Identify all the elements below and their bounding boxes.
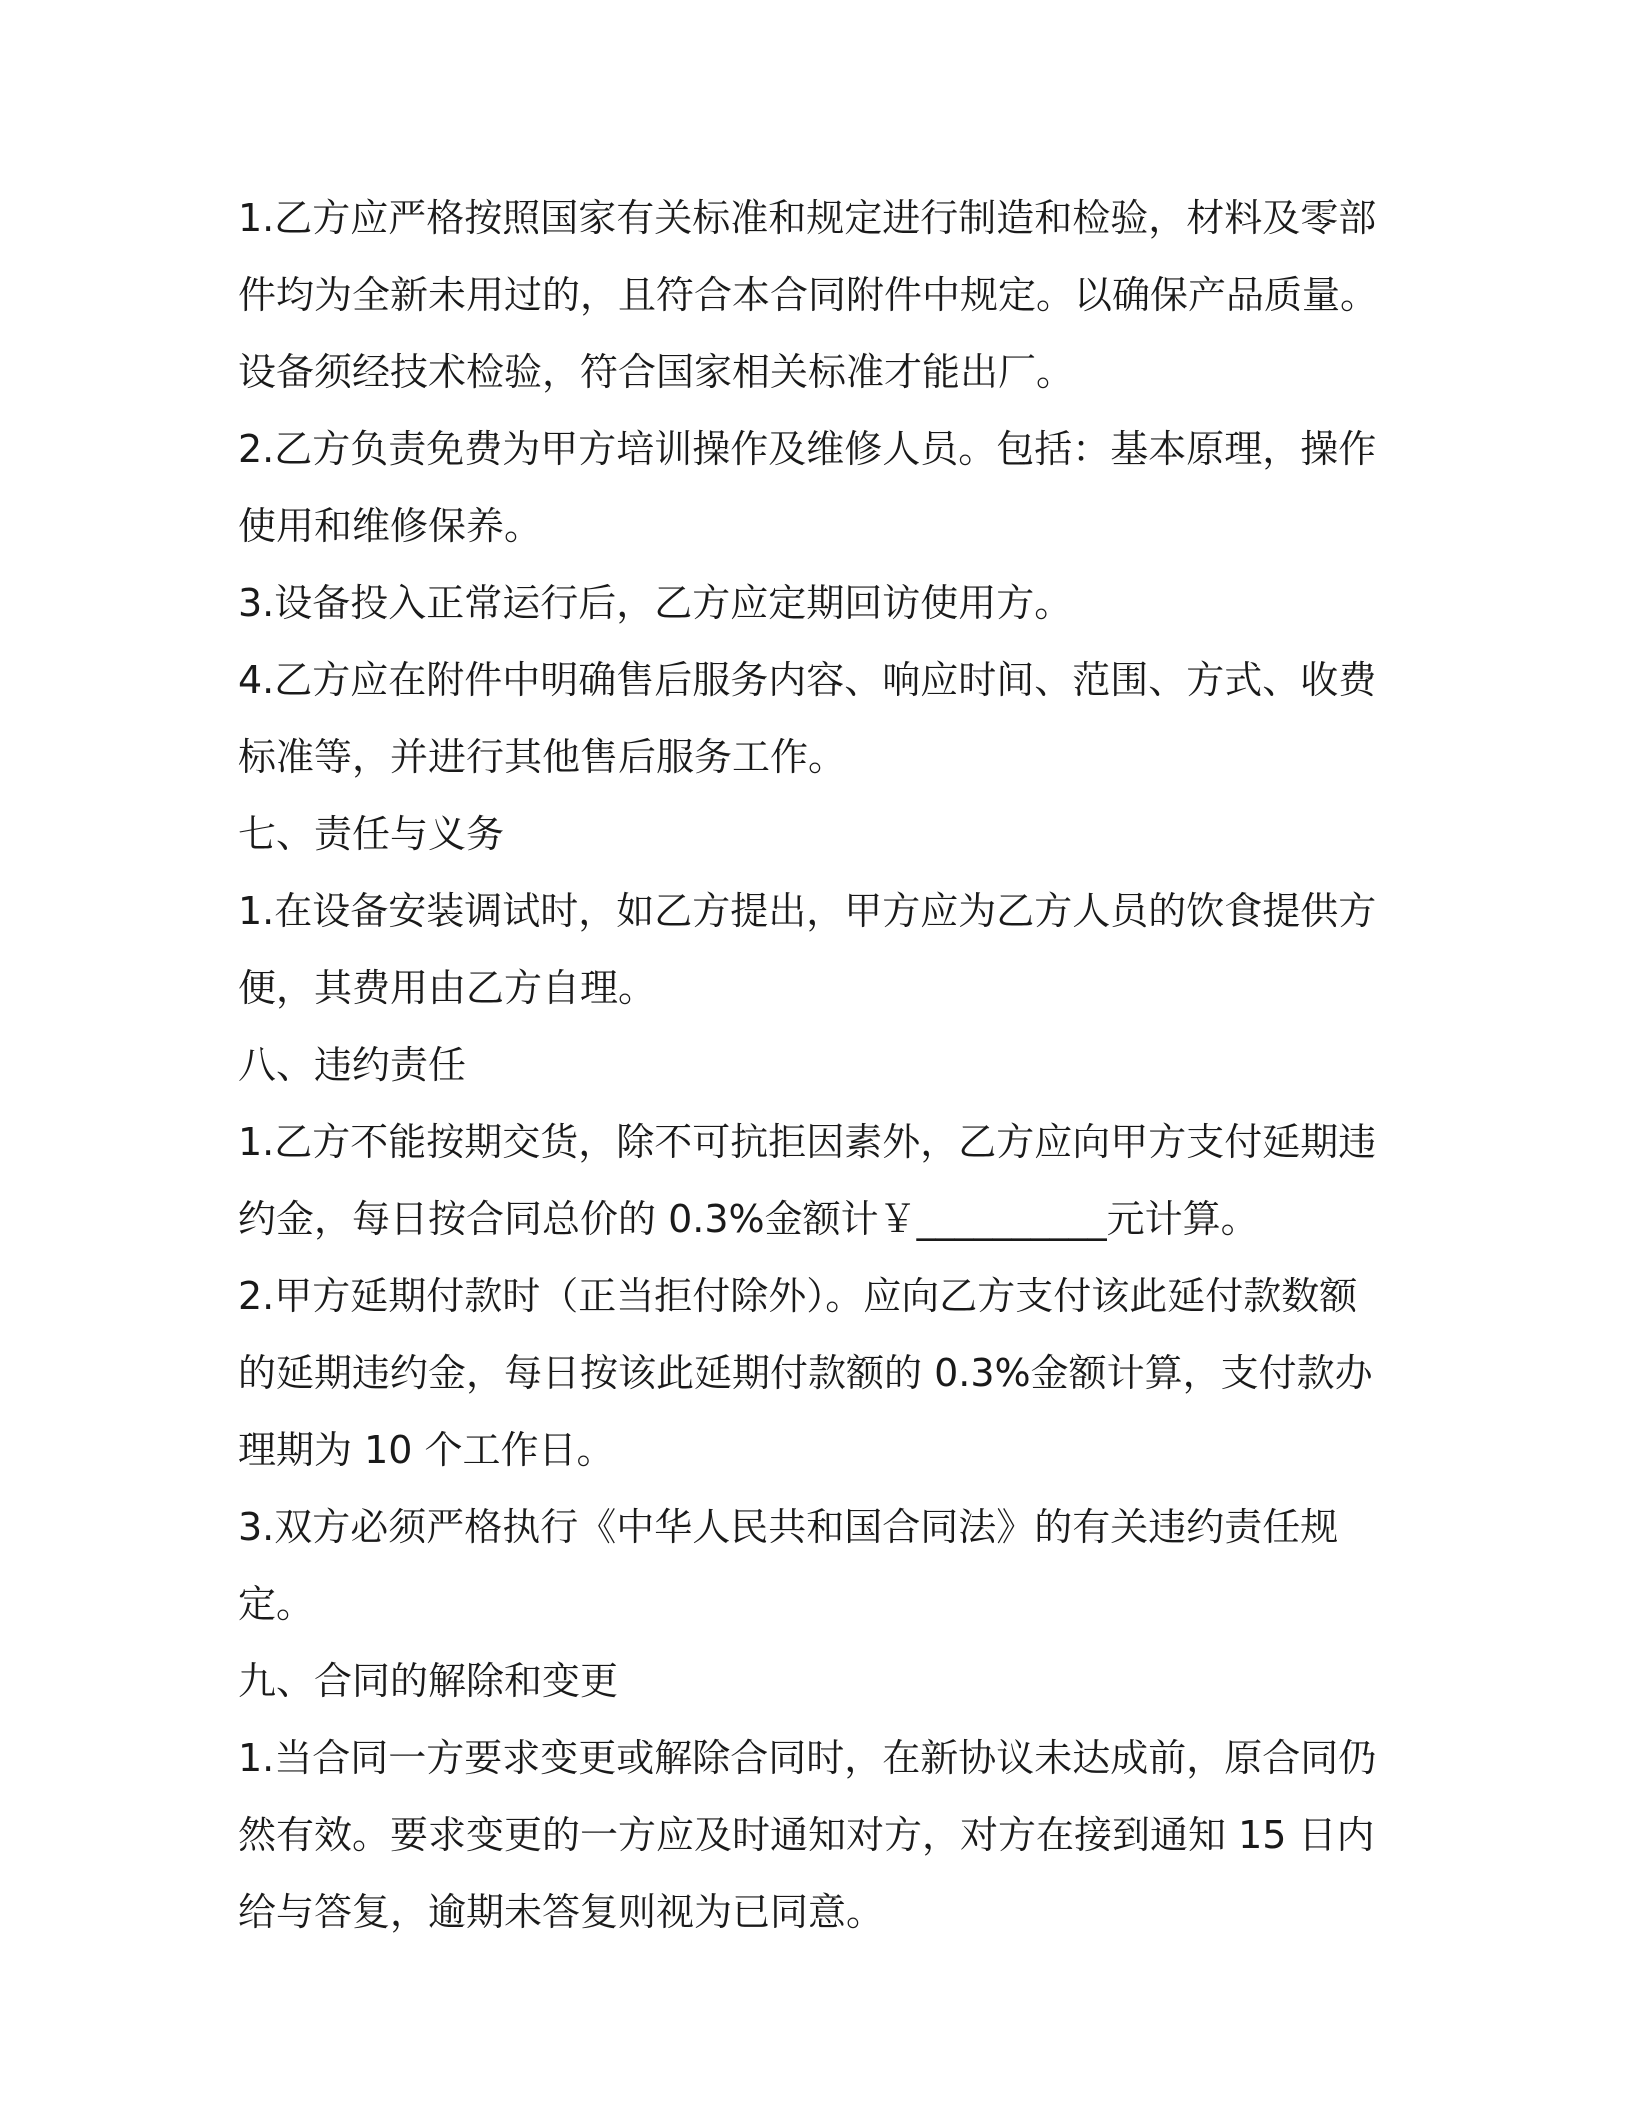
document-body xyxy=(238,180,1390,1951)
section-7-heading: 七、责任与义务 xyxy=(238,812,505,856)
clause-8-1: 1.乙方不能按期交货，除不可抗拒因素外，乙方应向甲方支付延期违约金，每日按合同总价的 0.3%金额计￥__________元计算。 xyxy=(238,1120,1377,1241)
clause-7-1: 1.在设备安装调试时，如乙方提出，甲方应为乙方人员的饮食提供方便，其费用由乙方自理。 xyxy=(238,889,1377,1010)
clause-6-4: 4.乙方应在附件中明确售后服务内容、响应时间、范围、方式、收费标准等，并进行其他售后服务工作。 xyxy=(238,658,1377,779)
clause-9-1: 1.当合同一方要求变更或解除合同时，在新协议未达成前，原合同仍然有效。要求变更的一方应及时通知对方，对方在接到通知 15 日内给与答复，逾期未答复则视为已同意。 xyxy=(238,1736,1377,1934)
clause-8-3: 3.双方必须严格执行《中华人民共和国合同法》的有关违约责任规定。 xyxy=(238,1505,1339,1626)
clause-6-2: 2.乙方负责免费为甲方培训操作及维修人员。包括：基本原理，操作使用和维修保养。 xyxy=(238,427,1377,548)
clause-6-3: 3.设备投入正常运行后，乙方应定期回访使用方。 xyxy=(238,581,1073,625)
clause-6-1: 1.乙方应严格按照国家有关标准和规定进行制造和检验，材料及零部件均为全新未用过的，且符合本合同附件中规定。以确保产品质量。设备须经技术检验，符合国家相关标准才能出厂。 xyxy=(238,196,1379,394)
section-8-heading: 八、违约责任 xyxy=(238,1043,467,1087)
clause-8-2: 2.甲方延期付款时（正当拒付除外）。应向乙方支付该此延付款数额的延期违约金，每日按该此延期付款额的 0.3%金额计算，支付款办理期为 10 个工作日。 xyxy=(238,1274,1373,1472)
section-9-heading: 九、合同的解除和变更 xyxy=(238,1659,619,1703)
